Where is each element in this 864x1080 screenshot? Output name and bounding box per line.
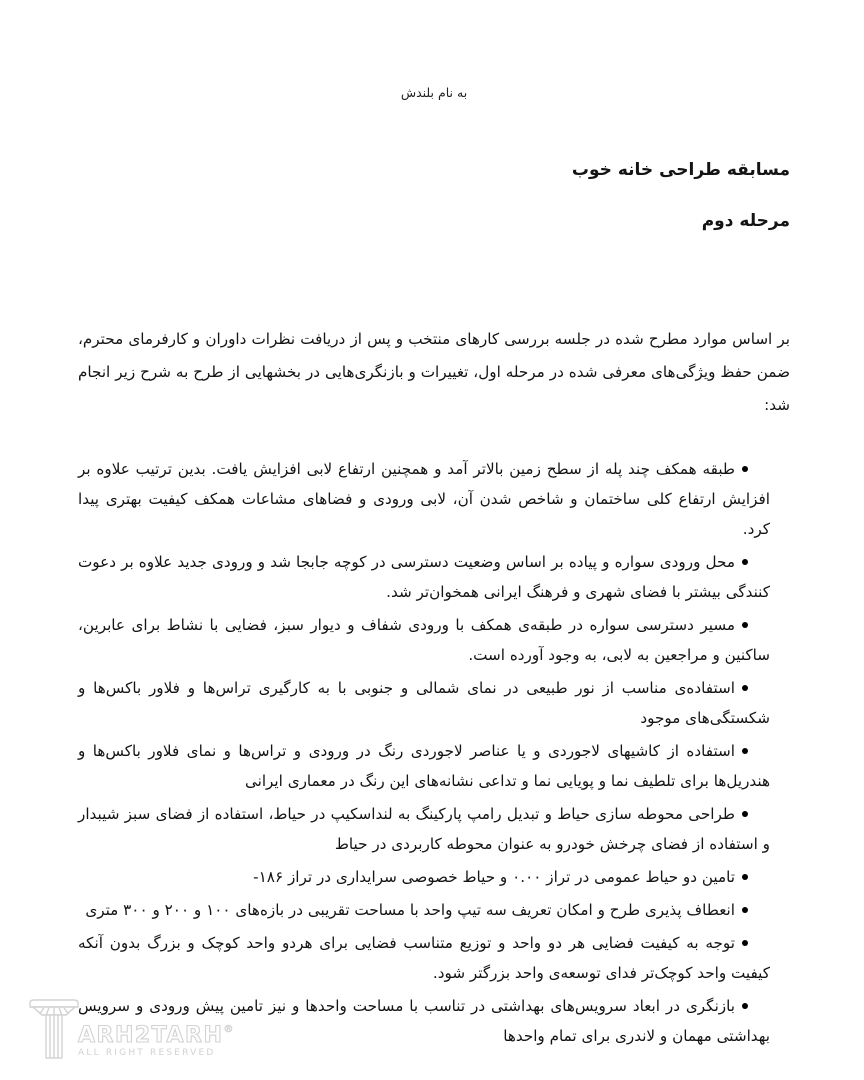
watermark-tagline: ALL RIGHT RESERVED [78,1048,216,1058]
document-subtitle: مرحله دوم [701,211,790,231]
list-item: استفاده از کاشیهای لاجوردی و یا عناصر لاجوردی رنگ در ورودی و تراس‌ها و نمای فلاور باکس‌ها و هندریل‌ها برای تلطیف نما و پویایی نما و تداعی نشانه‌های این رنگ در معماری ایرانی [78,736,790,796]
list-item: طراحی محوطه سازی حیاط و تبدیل رامپ پارکینگ به لنداسکیپ در حیاط، استفاده از فضای سبز شیبدار و استفاده از فضای چرخش خودرو به عنوان محوطه کاربردی در حیاط [78,799,790,859]
list-item: طبقه همکف چند پله از سطح زمین بالاتر آمد و همچنین ارتفاع لابی افزایش یافت. بدین ترتیب علاوه بر افزایش ارتفاع کلی ساختمان و شاخص شدن آن، لابی ورودی و فضاهای مشاعات همکف کیفیت بهتری پیدا کرد. [78,454,790,544]
intro-paragraph: بر اساس موارد مطرح شده در جلسه بررسی کارهای منتخب و پس از دریافت نظرات داوران و کارفرمای محترم، ضمن حفظ ویژگی‌های معرفی شده در مرحله اول، تغییرات و بازنگری‌هایی در بخشهایی از طرح به شرح زیر انجام شد: [78,330,790,414]
list-item: تامین دو حیاط عمومی در تراز ۰.۰۰ و حیاط خصوصی سرایداری در تراز ۱۸۶- [78,862,790,892]
watermark-brand: ARH2TARH [78,1023,224,1048]
watermark [26,998,233,1060]
list-item: بازنگری در ابعاد سرویس‌های بهداشتی در تناسب با مساحت واحدها و نیز تامین پیش ورودی و سرویس بهداشتی مهمان و لاندری برای تمام واحدها [78,991,790,1051]
revision-list [78,454,790,1051]
list-item: مسیر دسترسی سواره در طبقه‌ی همکف با ورودی شفاف و دیوار سبز، فضایی با نشاط برای عابرین، ساکنین و مراجعین به لابی، به وجود آورده است. [78,610,790,670]
watermark-text [78,1020,233,1060]
bismillah-text: به نام بلندش [400,85,468,100]
list-item: استفاده‌ی مناسب از نور طبیعی در نمای شمالی و جنوبی با به کارگیری تراس‌ها و فلاور باکس‌ها و شکستگی‌های موجود [78,673,790,733]
document-title: مسابقه طراحی خانه خوب [571,160,790,180]
list-item: توجه به کیفیت فضایی هر دو واحد و توزیع متناسب فضایی برای هردو واحد کوچک و بزرگ بدون آنکه کیفیت واحد کوچک‌تر فدای توسعه‌ی واحد بزرگتر شود. [78,928,790,988]
registered-mark-icon: ® [223,1024,234,1035]
list-item: محل ورودی سواره و پیاده بر اساس وضعیت دسترسی در کوچه جابجا شد و ورودی جدید علاوه بر دعوت کنندگی بیشتر با فضای شهری و فرهنگ ایرانی همخوان‌تر شد. [78,547,790,607]
list-item: انعطاف پذیری طرح و امکان تعریف سه تیپ واحد با مساحت تقریبی در بازه‌های ۱۰۰ و ۲۰۰ و ۳۰۰ متری [78,895,790,925]
column-icon [26,998,82,1060]
